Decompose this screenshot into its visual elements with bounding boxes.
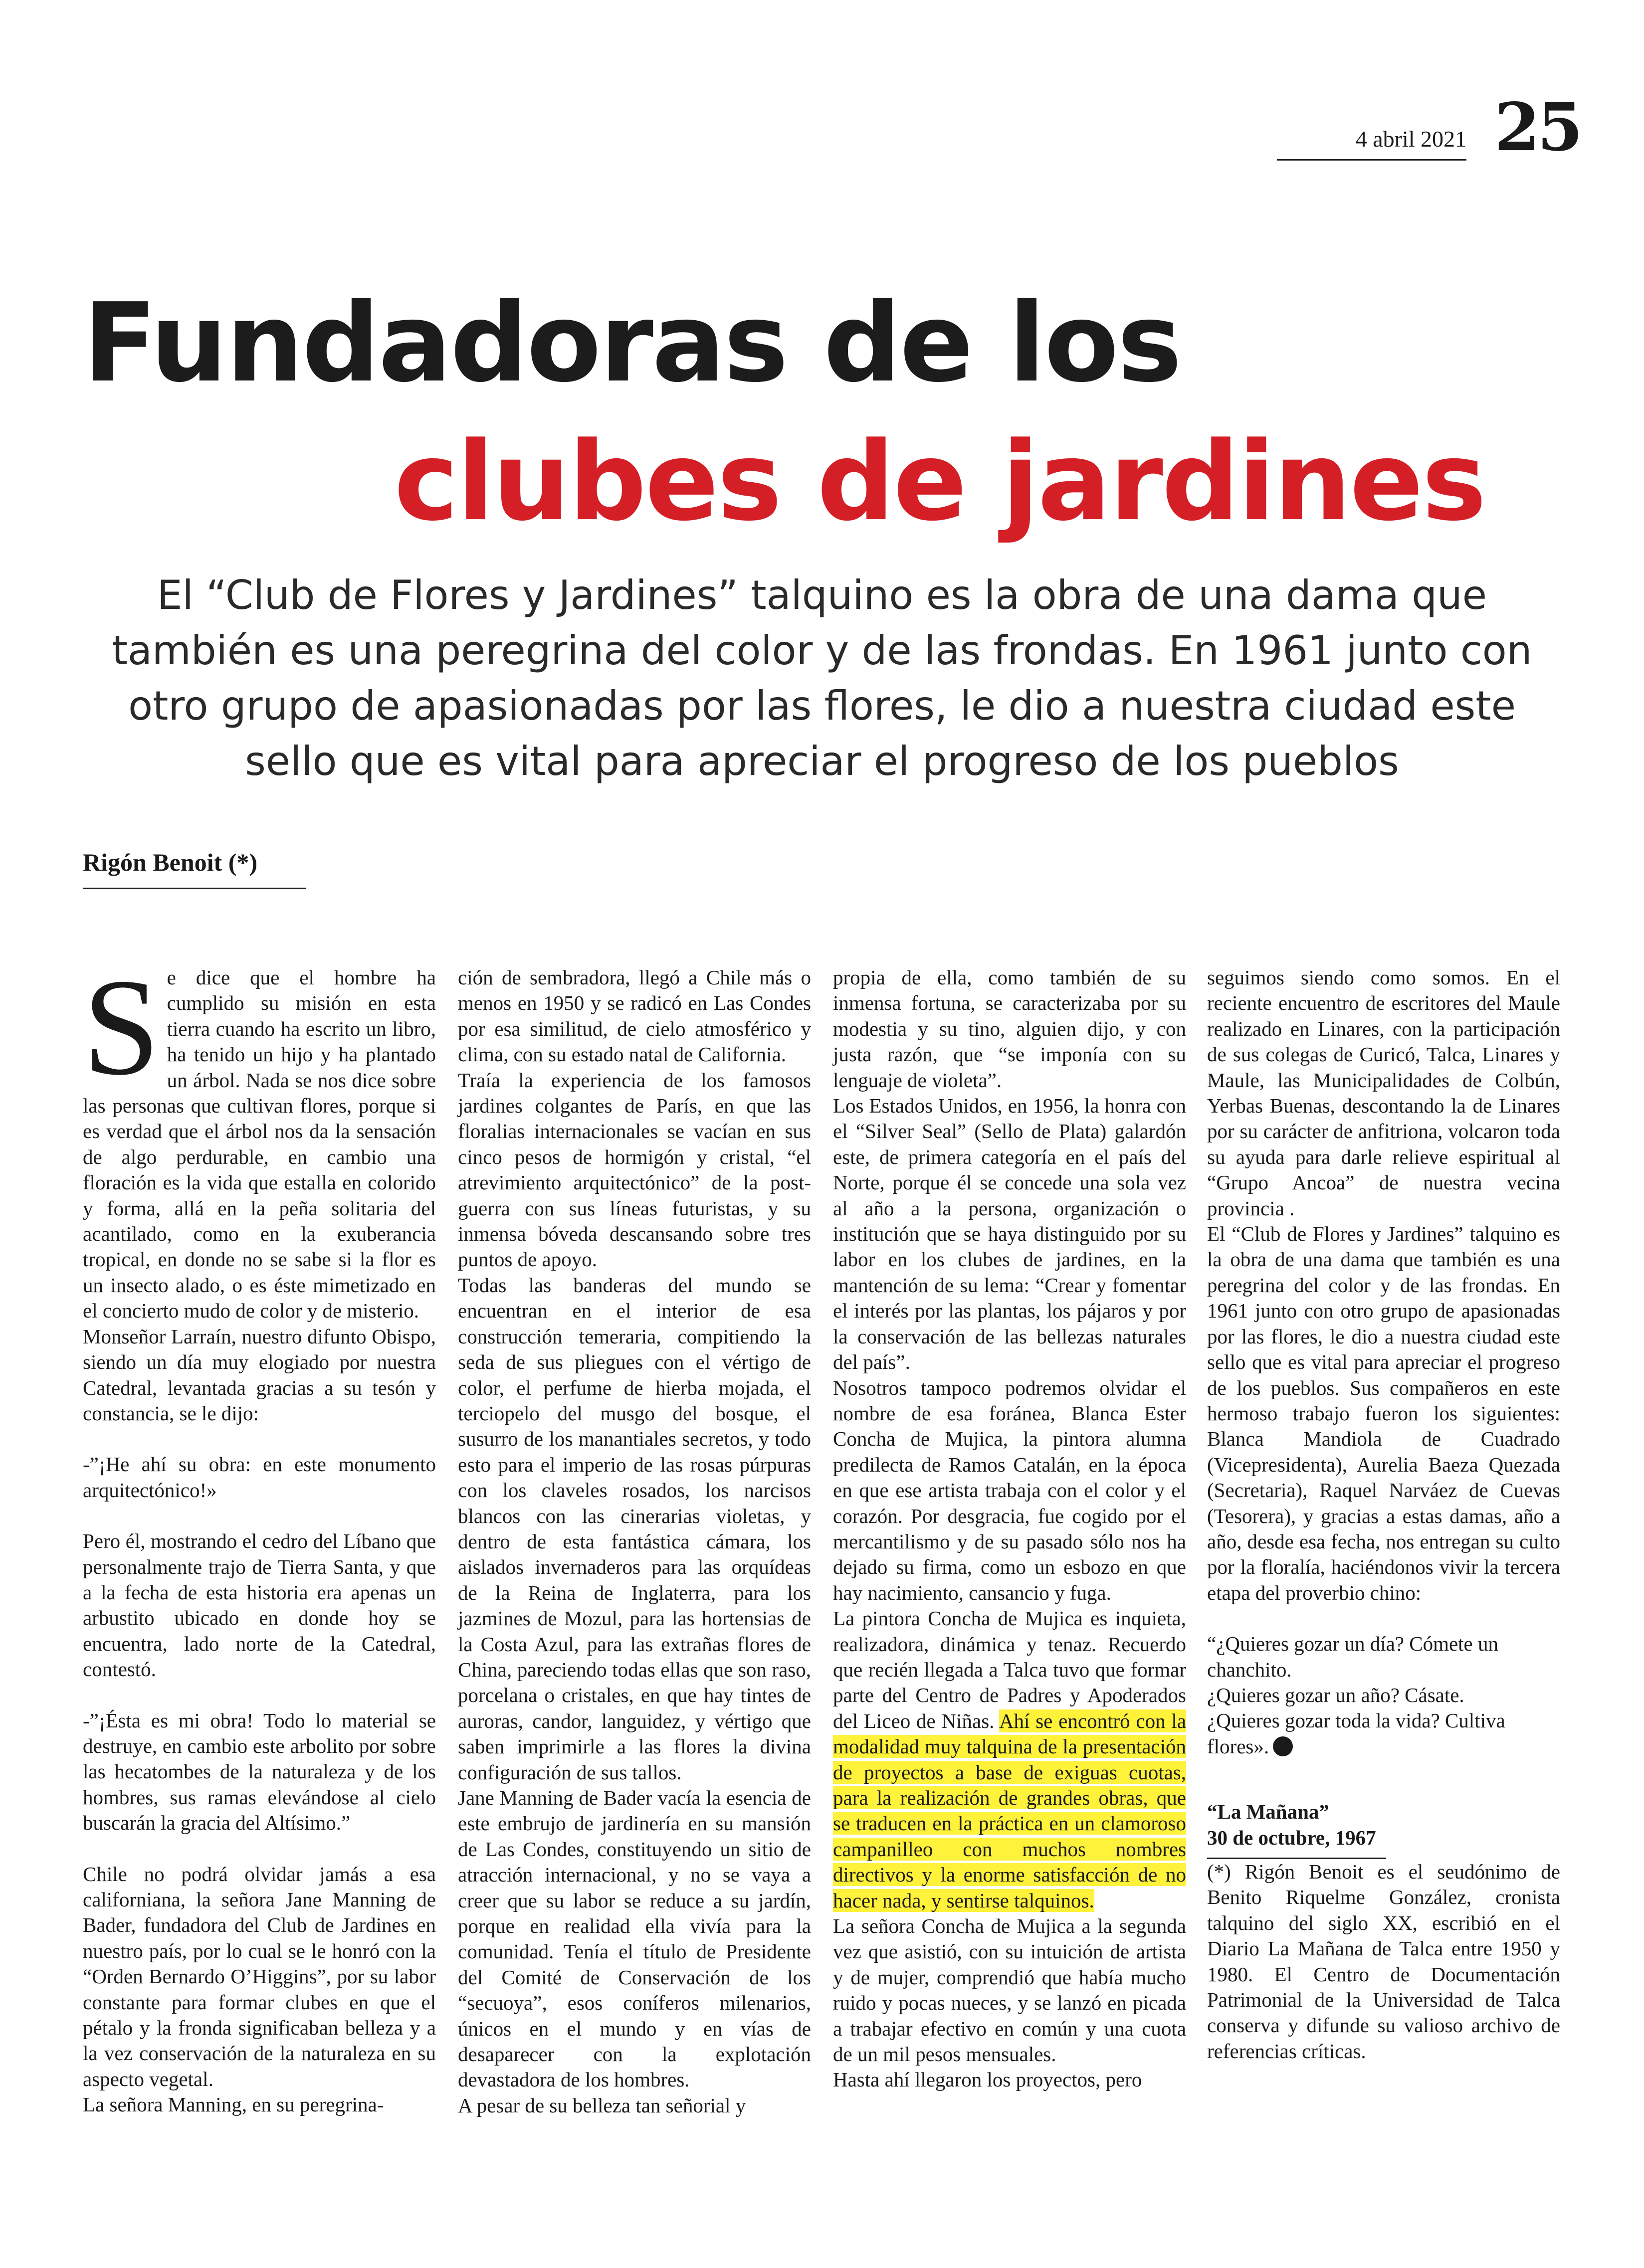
source-newspaper: “La Mañana” — [1207, 1800, 1329, 1824]
column-2 — [458, 965, 811, 2118]
paragraph-text: La pintora Concha de Mujica es inquieta, realizadora, dinámica y tenaz. Recuerdo que recién llegada a Talca tuvo que formar parte del Centro de Padres y Apoderados del Liceo de Niñas. — [833, 1607, 1186, 1732]
author-footnote: (*) Rigón Benoit es el seudónimo de Benito Riquelme González, cronista talquino del siglo XX, escribió en el Diario La Mañana de Talca entre 1950 y 1980. El Centro de Documentación Patrimonial de la Universidad de Talca conserva y difunde su valioso archivo de referencias críticas. — [1207, 1860, 1560, 2063]
paragraph: Nosotros tampoco podremos olvidar el nombre de esa foránea, Blanca Ester Concha de Mujica, la pintora alumna predilecta de Ramos Catalán, en la época en que ese artista trabaja con el color y el corazón. Por desgracia, fue cogido por el mercantilismo y de su pasado sólo nos ha dejado su firma, como un esbozo en que hay nacimiento, cansancio y fuga. — [833, 1376, 1186, 1604]
paragraph: La señora Manning, en su peregrina- — [83, 2093, 384, 2116]
page-number: 25 — [1494, 89, 1580, 166]
paragraph-text: ¿Quieres gozar toda la vida? Cultiva flores». — [1207, 1709, 1505, 1758]
paragraph: Jane Manning de Bader vacía la esencia de este embrujo de jardinería en su mansión de Las Condes, constituyendo un sitio de atracción internacional, y no se vaya a creer que su labor se reduce a su jardín, porque en realidad ella vivía para la comunidad. Tenía el título de Presidente del Comité de Conservación de los “secuoya”, esos coníferos milenarios, únicos en el mundo y en vías de desaparecer con la explotación devastadora de los hombres. — [458, 1786, 811, 2091]
paragraph — [83, 950, 436, 1324]
proverb-line: ¿Quieres gozar un año? Cásate. — [1207, 1683, 1464, 1706]
end-mark-icon — [1273, 1736, 1293, 1756]
paragraph-text: e dice que el hombre ha cumplido su misión en esta tierra cuando ha escrito un libro, ha tenido un hijo y ha plantado un árbol. Nada se nos dice sobre las personas que cultivan flores, porque si es verdad que el árbol nos da la sensación de algo perdurable, en cambio una floración es la vida que estalla en colorido y forma, allá en la peña solitaria del acantilado, como en la exuberancia tropical, en donde no se sabe si la flor es un insecto alado, o es éste mimetizado en el concierto mudo de color y de misterio. — [83, 966, 436, 1323]
paragraph — [833, 1606, 1186, 1913]
paragraph: Todas las banderas del mundo se encuentran en el interior de esa construcción temeraria, compitiendo la seda de sus pliegues con el vértigo de color, el perfume de hierba mojada, el terciopelo del musgo del bosque, el susurro de los manantiales secretos, y todo esto para el imperio de las rosas púrpuras con los claveles rosados, los narcisos blancos con las cinerarias violetas, y dentro de esta fantástica cámara, los aislados invernaderos para las orquídeas de la Reina de Inglaterra, para los jazmines de Mozul, para las hortensias de la Costa Azul, para las extrañas flores de China, pareciendo todas ellas que son raso, porcelana o cristales, en que hay tintes de auroras, candor, languidez, y vértigo que saben imprimirle a las flores la divina configuración de sus tallos. — [458, 1273, 811, 1784]
source-citation — [1207, 1799, 1560, 1859]
paragraph: Pero él, mostrando el cedro del Líbano que personalmente trajo de Tierra Santa, y que a la fecha de esta historia era apenas un arbustito ubicado en donde hoy se encuentra, lado norte de la Catedral, contestó. — [83, 1529, 436, 1681]
column-4 — [1207, 965, 1560, 2064]
subtitle: El “Club de Flores y Jardines” talquino es la obra de una dama que también es una peregrina del color y de las frondas. En 1961 junto con otro grupo de apasionadas por las flores, le dio a nuestra ciudad este sello que es vital para apreciar el progreso de los pueblos — [112, 572, 1532, 784]
headline-line-2: clubes de jardines — [394, 419, 1485, 545]
paragraph: A pesar de su belleza tan señorial y — [458, 2093, 746, 2117]
quote-paragraph: -”¡He ahí su obra: en este monumento arquitectónico!» — [83, 1453, 436, 1502]
quote-paragraph: -”¡Ésta es mi obra! Todo lo material se destruye, en cambio este arbolito por sobre las hecatombes de la naturaleza y de los hombres, sus ramas elevándose al cielo buscarán la gracia del Altísimo.” — [83, 1708, 436, 1835]
author-byline: Rigón Benoit (*) — [83, 848, 306, 889]
proverb-line — [1207, 1708, 1560, 1759]
column-3 — [833, 965, 1186, 2093]
paragraph: El “Club de Flores y Jardines” talquino es la obra de una dama que también es una peregrina del color y de las frondas. En 1961 junto con otro grupo de apasionadas por las flores, le dio a nuestra ciudad este sello que es vital para apreciar el progreso de los pueblos. Sus compañeros en este hermoso trabajo fueron los siguientes: Blanca Mandiola de Cuadrado (Vicepresidenta), Aurelia Baeza Quezada (Secretaria), Raquel Narváez de Cuevas (Tesorera), y gracias a estas damas, año a año, desde esa fecha, nos entregan su culto por la floralía, haciéndonos vivir la tercera etapa del proverbio chino: — [1207, 1222, 1560, 1604]
paragraph: Monseñor Larraín, nuestro difunto Obispo, siendo un día muy elogiado por nuestra Catedral, levantada gracias a su tesón y constancia, se le dijo: — [83, 1324, 436, 1425]
paragraph: La señora Concha de Mujica a la segunda vez que asistió, con su intuición de artista y de mujer, comprendió que había mucho ruido y pocas nueces, y se lanzó en picada a trabajar efectivo en común y una cuota de un mil pesos mensuales. — [833, 1914, 1186, 2066]
highlighted-text: Ahí se encontró con la modalidad muy talquina de la presentación de proyectos a base de exiguas cuotas, para la realización de grandes obras, que se traducen en la práctica en un clamoroso campanilleo con muchos nombres directivos y la enorme satisfacción de no hacer nada, y sentirse talquinos. — [833, 1709, 1186, 1912]
paragraph: Hasta ahí llegaron los proyectos, pero — [833, 2068, 1142, 2091]
column-1 — [83, 950, 436, 2118]
paragraph: ción de sembradora, llegó a Chile más o menos en 1950 y se radicó en Las Condes por esa similitud, de cielo atmosférico y clima, con su estado natal de California. — [458, 966, 811, 1066]
paragraph: Los Estados Unidos, en 1956, la honra con el “Silver Seal” (Sello de Plata) galardón este, de primera categoría en el país del Norte, porque él se concede una sola vez al año a la persona, organización o institución que se haya distinguido por su labor en los clubes de jardines, en la mantención de su lema: “Crear y fomentar el interés por las plantas, los pájaros y por la conservación de las bellezas naturales del país”. — [833, 1094, 1186, 1374]
paragraph: Chile no podrá olvidar jamás a esa californiana, la señora Jane Manning de Bader, fundadora del Club de Jardines en nuestro país, por lo cual se le honró con la “Orden Bernardo O’Higgins”, por su labor constante para formar clubes en que el pétalo y la fronda significaban belleza y a la vez conservación de la naturaleza en su aspecto vegetal. — [83, 1862, 436, 2090]
issue-date: 4 abril 2021 — [1277, 126, 1466, 161]
paragraph: propia de ella, como también de su inmensa fortuna, se caracterizaba por su modestia y su tino, alguien dijo, y con justa razón, que “se imponía con su lenguaje de violeta”. — [833, 966, 1186, 1092]
source-date: 30 de octubre, 1967 — [1207, 1825, 1386, 1859]
paragraph: Traía la experiencia de los famosos jardines colgantes de París, en que las floralias internacionales se vacían en sus cinco pesos de hormigón y cristal, “el atrevimiento arquitectónico” de la post-guerra con sus líneas futuristas, y su inmensa bóveda descansando sobre tres puntos de apoyo. — [458, 1068, 811, 1271]
paragraph: seguimos siendo como somos. En el reciente encuentro de escritores del Maule realizado en Linares, con la participación de sus colegas de Curicó, Talca, Linares y Maule, las Municipalidades de Colbún, Yerbas Buenas, descontando la de Linares por su carácter de anfitriona, volcaron toda su ayuda para darle relieve espiritual al “Grupo Ancoa” de nuestra vecina provincia . — [1207, 966, 1560, 1220]
proverb-line: “¿Quieres gozar un día? Cómete un chanchito. — [1207, 1632, 1499, 1681]
headline-line-1: Fundadoras de los — [83, 280, 1181, 406]
drop-cap: S — [83, 950, 160, 1104]
